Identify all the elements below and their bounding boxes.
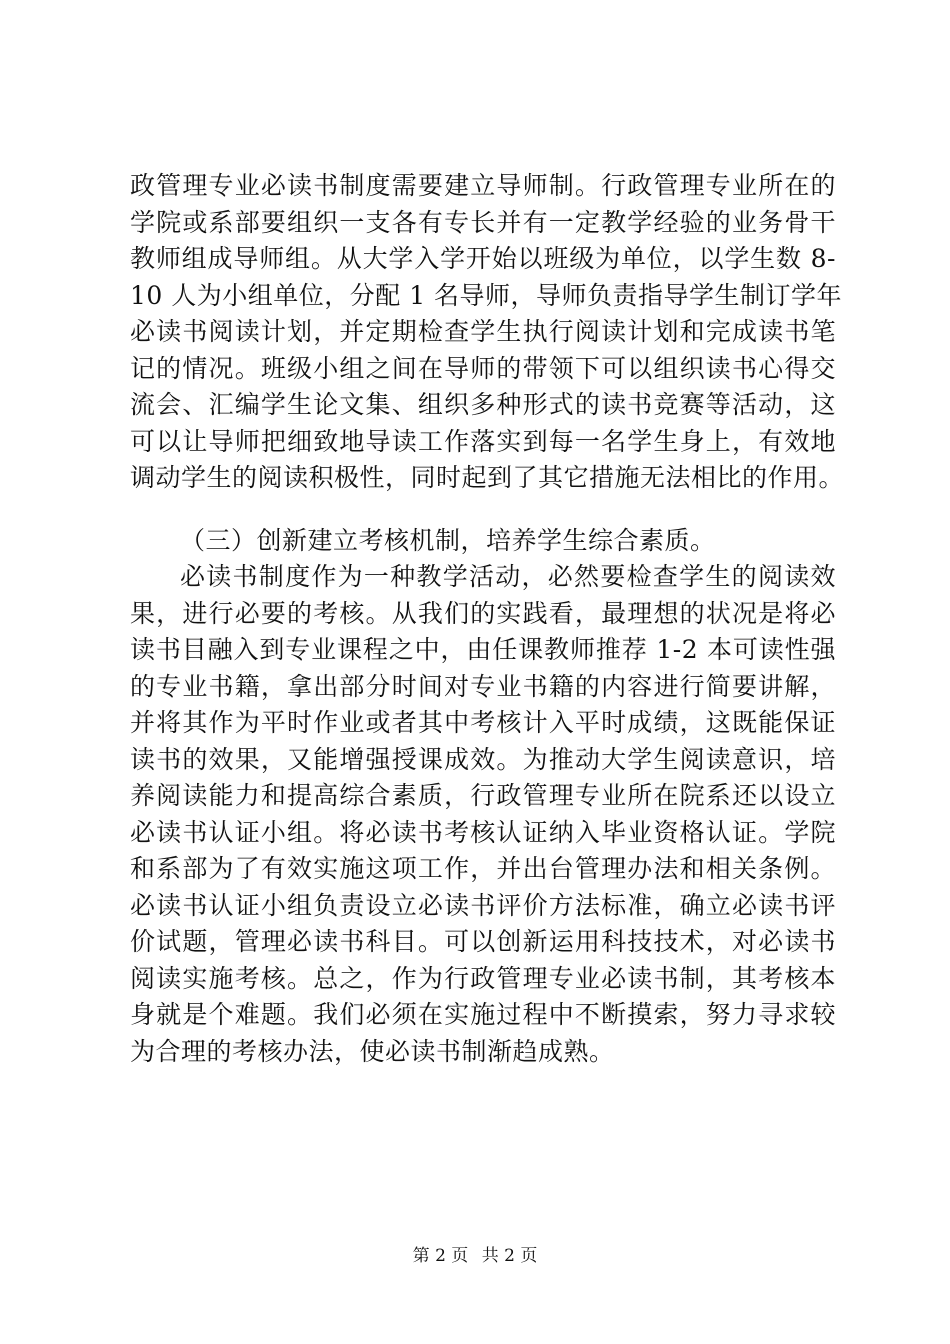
paragraph-line: 为合理的考核办法，使必读书制渐趋成熟。 (130, 1036, 615, 1066)
paragraph-line: 和系部为了有效实施这项工作，并出台管理办法和相关条例。 (130, 854, 836, 883)
paragraph-tutor-system (130, 168, 845, 497)
paragraph-line: 调动学生的阅读积极性，同时起到了其它措施无法相比的作用。 (130, 463, 845, 492)
paragraph-line: 政管理专业必读书制度需要建立导师制。行政管理专业所在的 (130, 171, 836, 200)
page-number-total: 共 2 页 (481, 1246, 538, 1266)
paragraph-line: 学院或系部要组织一支各有专长并有一定教学经验的业务骨干 (130, 207, 836, 237)
paragraph-line: 果，进行必要的考核。从我们的实践看，最理想的状况是将必 (130, 598, 836, 628)
body-text (130, 168, 845, 1070)
paragraph-line: 读书的效果，又能增强授课成效。为推动大学生阅读意识，培 (130, 744, 836, 774)
paragraph-assessment (130, 559, 836, 1070)
paragraph-line: 价试题，管理必读书科目。可以创新运用科技技术，对必读书 (130, 927, 836, 956)
paragraph-line: 的专业书籍，拿出部分时间对专业书籍的内容进行简要讲解， (130, 671, 836, 701)
paragraph-line: 必读书阅读计划，并定期检查学生执行阅读计划和完成读书笔 (130, 317, 836, 346)
paragraph-line: 必读书认证小组负责设立必读书评价方法标准，确立必读书评 (130, 890, 836, 920)
paragraph-gap (130, 497, 836, 523)
paragraph-line: 阅读实施考核。总之，作为行政管理专业必读书制，其考核本 (130, 963, 836, 993)
page-number-current: 第 2 页 (412, 1246, 469, 1266)
paragraph-line: 流会、汇编学生论文集、组织多种形式的读书竞赛等活动，这 (130, 390, 836, 419)
paragraph-line: 身就是个难题。我们必须在实施过程中不断摸索，努力寻求较 (130, 1000, 836, 1029)
paragraph-line: 养阅读能力和提高综合素质，行政管理专业所在院系还以设立 (130, 781, 836, 810)
page-footer (0, 1244, 950, 1268)
paragraph-line: 10 人为小组单位，分配 1 名导师，导师负责指导学生制订学年 (130, 280, 843, 310)
paragraph-line: 读书目融入到专业课程之中，由任课教师推荐 1-2 本可读性强 (130, 635, 836, 664)
paragraph-line: 可以让导师把细致地导读工作落实到每一名学生身上，有效地 (130, 426, 836, 456)
paragraph-line: 必读书认证小组。将必读书考核认证纳入毕业资格认证。学院 (130, 817, 836, 847)
paragraph-line: 并将其作为平时作业或者其中考核计入平时成绩，这既能保证 (130, 708, 836, 737)
paragraph-line: 教师组成导师组。从大学入学开始以班级为单位，以学生数 8- (130, 244, 836, 273)
paragraph-line: 记的情况。班级小组之间在导师的带领下可以组织读书心得交 (130, 353, 836, 383)
section-heading: （三）创新建立考核机制，培养学生综合素质。 (180, 525, 716, 555)
paragraph-line: 必读书制度作为一种教学活动，必然要检查学生的阅读效 (180, 562, 836, 591)
